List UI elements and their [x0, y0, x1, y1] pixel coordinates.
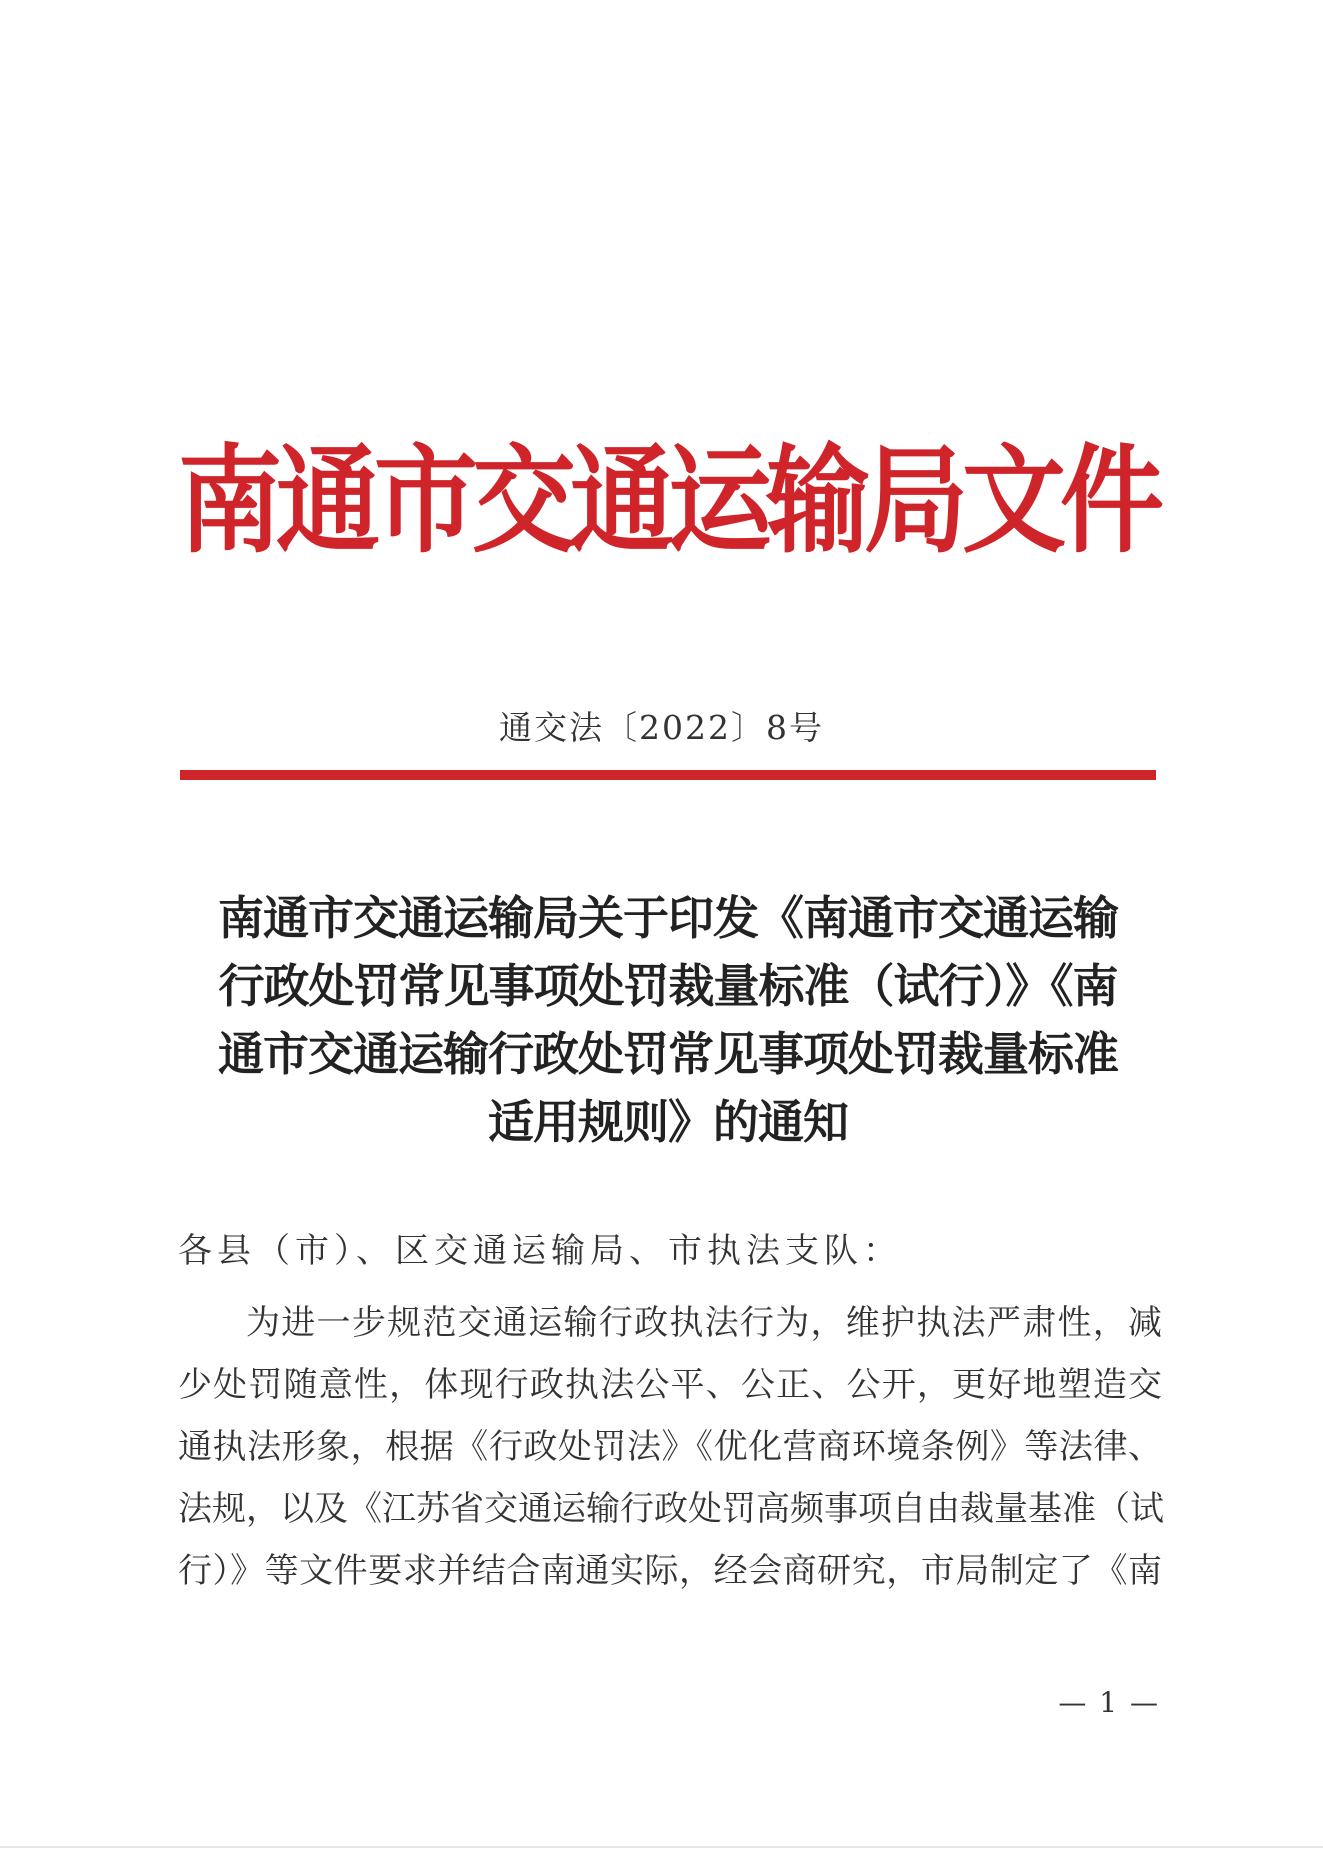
body-line: 少处罚随意性，体现行政执法公平、公正、公开，更好地塑造交: [178, 1365, 1162, 1405]
body-line: 为进一步规范交通运输行政执法行为，维护执法严肃性，减: [246, 1303, 1162, 1343]
document-title: [176, 884, 1160, 1156]
red-divider: [180, 770, 1156, 780]
body-line: 法规，以及《江苏省交通运输行政处罚高频事项自由裁量基准（试: [178, 1489, 1164, 1529]
issuer-header: 南通市交通运输局文件: [178, 431, 1159, 570]
title-line: 通市交通运输行政处罚常见事项处罚裁量标准: [218, 1027, 1118, 1081]
document-number: 通交法〔2022〕8号: [499, 708, 824, 747]
body-paragraph: [178, 1292, 1162, 1602]
salutation: 各县（市）、区交通运输局、市执法支队：: [178, 1231, 902, 1271]
title-line: 南通市交通运输局关于印发《南通市交通运输: [218, 891, 1118, 945]
title-line: 行政处罚常见事项处罚裁量标准（试行）》《南: [218, 959, 1118, 1013]
page-number: — 1 —: [1058, 1686, 1160, 1719]
body-line: 行）》等文件要求并结合南通实际，经会商研究，市局制定了《南: [178, 1551, 1162, 1591]
page-bottom-edge: [0, 1846, 1323, 1848]
body-line: 通执法形象，根据《行政处罚法》《优化营商环境条例》等法律、: [178, 1427, 1162, 1467]
title-line: 适用规则》的通知: [488, 1095, 848, 1149]
